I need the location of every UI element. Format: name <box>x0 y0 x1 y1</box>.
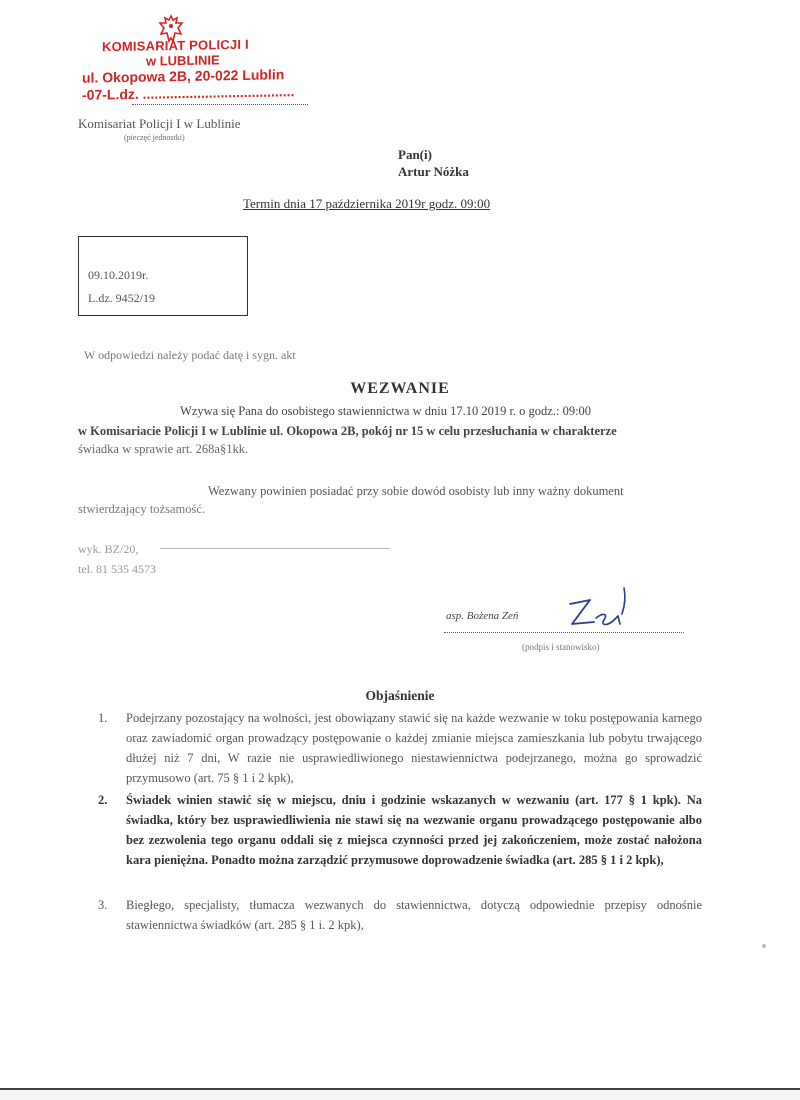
documents-note-line-1: Wezwany powinien posiadać przy sobie dowód osobisty lub inny ważny dokument <box>208 484 624 498</box>
reply-note: W odpowiedzi należy podać datę i sygn. akt <box>84 348 296 362</box>
explanation-item-text: Podejrzany pozostający na wolności, jest obowiązany stawić się na każde wezwanie w toku postępowania karnego oraz zawiadomić organ prowadzący postępowanie o każdej zmianie miejsca zamieszkania lub pobytu trwającego dłużej niż 7 dni, W razie nie usprawiedliwionego niestawiennictwa podejrzanego, można go sprowadzić przymusowo (art. 75 § 1 i 2 kpk), <box>126 711 702 785</box>
explanation-item-number: 1. <box>98 711 108 725</box>
scan-speck <box>762 944 766 948</box>
documents-note-line-2: stwierdzający tożsamość. <box>78 502 206 516</box>
recipient-salutation: Pan(i) <box>398 147 432 162</box>
scan-margin <box>0 1090 800 1100</box>
reference-date: 09.10.2019r. <box>88 268 149 282</box>
document-title: WEZWANIE <box>350 380 450 397</box>
stamp-line-address: ul. Okopowa 2B, 20-022 Lublin <box>82 66 285 86</box>
organization-name: Komisariat Policji I w Lublinie <box>78 116 241 131</box>
signer-name: asp. Bożena Zeń <box>446 610 519 622</box>
explanation-title: Objaśnienie <box>365 688 435 703</box>
phone-number: tel. 81 535 4573 <box>78 562 156 576</box>
summons-line-1: Wzywa się Pana do osobistego stawiennictwa w dniu 17.10 2019 r. o godz.: 09:00 <box>180 404 592 418</box>
contact-divider <box>160 548 390 549</box>
stamp-line-reference: -07-L.dz. ....................................... <box>82 83 295 103</box>
organization-caption: (pieczęć jednostki) <box>124 133 185 142</box>
handwritten-signature <box>560 584 640 634</box>
recipient-block <box>398 146 469 180</box>
signature-caption: (podpis i stanowisko) <box>522 642 600 652</box>
prepared-by: wyk. BZ/20, <box>78 542 139 556</box>
summons-line-2: w Komisariacie Policji I w Lublinie ul. Okopowa 2B, pokój nr 15 w celu przesłuchania w charakterze <box>78 424 617 438</box>
appointment-term: Termin dnia 17 października 2019r godz. 09:00 <box>243 196 491 211</box>
stamp-line-unit: KOMISARIAT POLICJI I <box>102 36 249 55</box>
explanation-item-text: Biegłego, specjalisty, tłumacza wezwanych do stawiennictwa, dotyczą odpowiednie przepisy odnośnie stawiennictwa świadków (art. 285 § 1 i. 2 kpk), <box>126 898 702 932</box>
explanation-item-text: Świadek winien stawić się w miejscu, dniu i godzinie wskazanych w wezwaniu (art. 177 § 1 kpk). Na świadka, który bez usprawiedliwienia nie stawi się na wezwanie organu prowadzącego postępowanie albo bez zezwolenia tego organu oddali się z miejsca czynności przed jej zakończeniem, może zostać nałożona kara pieniężna. Ponadto można zarządzić przymusowe doprowadzenie świadka (art. 285 § 1 i 2 kpk), <box>126 793 702 867</box>
explanation-item-number: 2. <box>98 793 108 807</box>
recipient-name: Artur Nóżka <box>398 164 469 179</box>
summons-line-3: świadka w sprawie art. 268a§1kk. <box>78 442 249 456</box>
signature-line <box>444 632 684 633</box>
reference-number: L.dz. 9452/19 <box>88 291 155 305</box>
stamp-line-city: w LUBLINIE <box>146 52 220 69</box>
stamp-dotted-line <box>132 104 308 105</box>
explanation-item-number: 3. <box>98 898 108 912</box>
